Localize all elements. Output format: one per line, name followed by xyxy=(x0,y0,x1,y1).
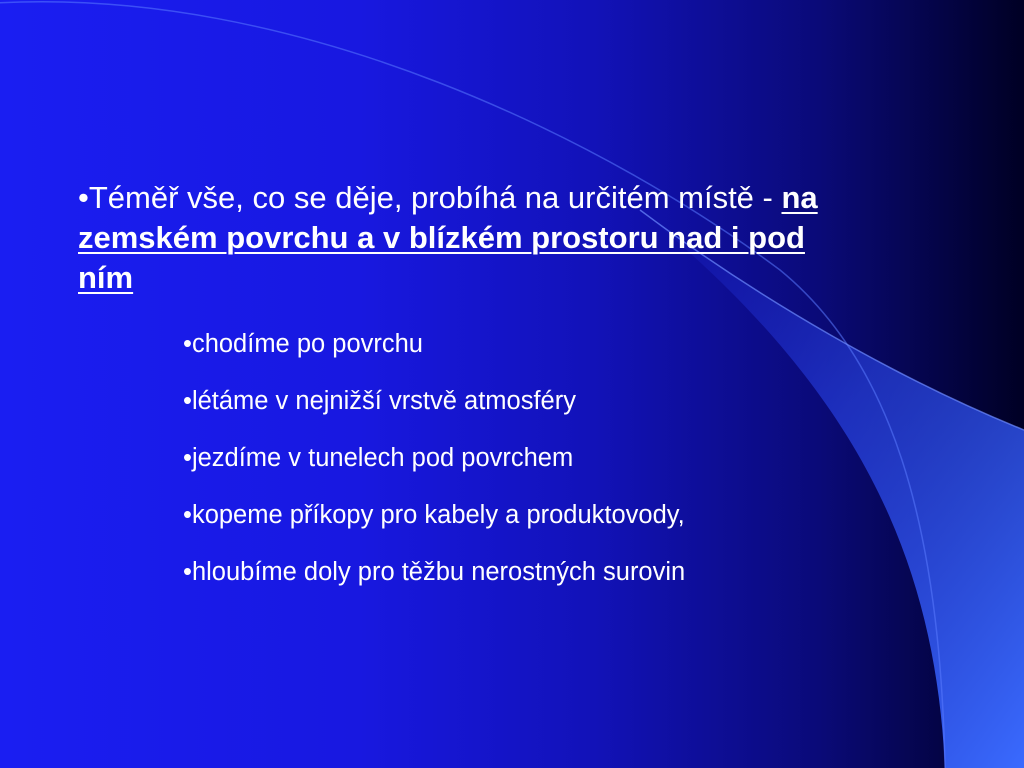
bullet-symbol: • xyxy=(183,501,192,529)
main-point-emphasis: na zemském povrchu a v blízkém prostoru nad i pod ním xyxy=(78,180,818,295)
sub-bullet-text: létáme v nejnižší vrstvě atmosféry xyxy=(191,387,576,415)
bullet-symbol: • xyxy=(78,180,89,215)
main-point-text: Téměř vše, co se děje, probíhá na určitém místě - xyxy=(88,180,782,215)
sub-bullet-item xyxy=(183,383,685,419)
sub-bullet-item xyxy=(183,497,685,533)
bullet-symbol: • xyxy=(183,387,192,415)
bullet-symbol: • xyxy=(183,330,192,358)
sub-bullet-text: jezdíme v tunelech pod povrchem xyxy=(191,444,574,472)
sub-bullet-text: hloubíme doly pro těžbu nerostných surovin xyxy=(191,558,686,586)
sub-bullet-text: kopeme příkopy pro kabely a produktovody, xyxy=(191,501,685,529)
bullet-symbol: • xyxy=(183,558,192,586)
main-bullet-point xyxy=(78,178,868,298)
sub-bullet-item xyxy=(183,326,685,362)
sub-bullet-item xyxy=(183,554,685,590)
sub-bullet-item xyxy=(183,440,685,476)
sub-bullet-text: chodíme po povrchu xyxy=(191,330,423,358)
bullet-symbol: • xyxy=(183,444,192,472)
sub-bullet-list xyxy=(183,326,685,611)
